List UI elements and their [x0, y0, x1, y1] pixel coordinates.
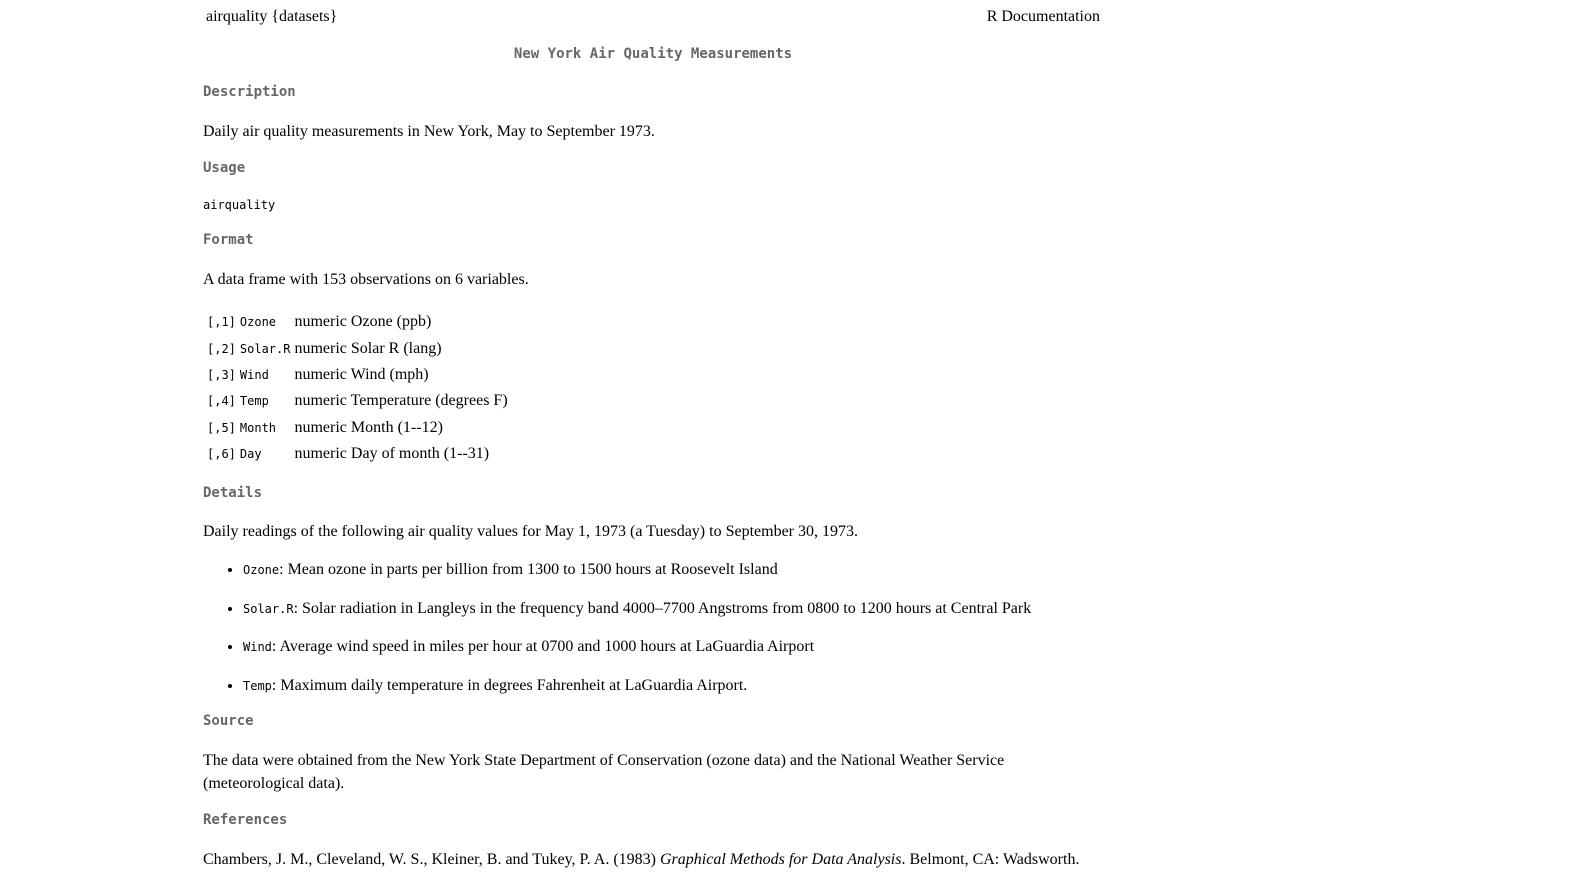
variable-name: Day: [239, 447, 262, 462]
list-item-text: : Mean ozone in parts per billion from 1300 to 1500 hours at Roosevelt Island: [279, 561, 778, 578]
source-text: The data were obtained from the New York State Department of Conservation (ozone data) and the National Weather Service (meteorological data).: [203, 752, 1005, 792]
list-item: [243, 558, 1031, 597]
format-text: A data frame with 153 observations on 6 variables.: [203, 271, 529, 288]
page-title: New York Air Quality Measurements: [513, 46, 793, 62]
variable-index: [,5]: [207, 420, 236, 435]
variable-description: numeric Day of month (1--31): [294, 445, 490, 463]
list-item: [243, 635, 1031, 674]
reference-publisher: . Belmont, CA: Wadsworth.: [901, 851, 1080, 868]
variable-name: Ozone: [239, 315, 277, 330]
variable-description: numeric Temperature (degrees F): [294, 392, 508, 410]
source-heading: Source: [203, 713, 254, 729]
variable-name: Wind: [239, 367, 269, 382]
variables-table: [205, 309, 510, 467]
description-text: Daily air quality measurements in New York, May to September 1973.: [203, 123, 655, 140]
table-row: [205, 388, 510, 414]
variable-index: [,2]: [207, 341, 236, 356]
references-text: [203, 848, 1103, 871]
list-item-text: : Maximum daily temperature in degrees Fahrenheit at LaGuardia Airport.: [271, 676, 748, 694]
details-heading: Details: [203, 485, 263, 501]
list-item: [243, 597, 1031, 636]
variable-index: [,1]: [207, 315, 236, 330]
variable-description: numeric Month (1--12): [294, 418, 443, 436]
table-row: [205, 335, 510, 361]
table-row: [205, 362, 510, 388]
variable-index: [,6]: [207, 447, 236, 462]
references-heading: References: [203, 812, 288, 828]
page-header: [206, 8, 1100, 30]
description-heading: Description: [203, 84, 296, 100]
variable-name: Month: [239, 420, 277, 435]
list-item: [243, 674, 1031, 713]
usage-code: airquality: [203, 198, 276, 212]
variable-code: Wind: [243, 640, 272, 654]
table-row: [205, 441, 510, 467]
details-text: Daily readings of the following air quality values for May 1, 1973 (a Tuesday) to September 30, 1973.: [203, 523, 858, 540]
usage-heading: Usage: [203, 160, 246, 176]
reference-authors: Chambers, J. M., Cleveland, W. S., Kleiner, B. and Tukey, P. A. (1983): [203, 851, 660, 868]
variable-description: numeric Ozone (ppb): [294, 313, 432, 331]
variable-index: [,4]: [207, 394, 236, 409]
format-heading: Format: [203, 232, 254, 248]
variable-description: numeric Solar R (lang): [294, 339, 442, 357]
table-row: [205, 415, 510, 441]
r-documentation-label: R Documentation: [986, 8, 1100, 25]
variable-name: Temp: [239, 394, 269, 409]
variable-code: Solar.R: [243, 601, 294, 616]
topic-package-label: airquality {datasets}: [206, 8, 338, 25]
variable-code: Temp: [243, 678, 272, 693]
details-list: [203, 558, 1031, 712]
list-item-text: : Solar radiation in Langleys in the frequency band 4000–7700 Angstroms from 0800 to 1200 hours at Central Park: [293, 599, 1032, 617]
variable-code: Ozone: [243, 563, 280, 577]
table-row: [205, 309, 510, 335]
variable-name: Solar.R: [239, 341, 291, 356]
list-item-text: : Average wind speed in miles per hour at 0700 and 1000 hours at LaGuardia Airport: [271, 638, 815, 655]
reference-book-title: Graphical Methods for Data Analysis: [659, 851, 902, 868]
variable-index: [,3]: [207, 367, 236, 382]
variable-description: numeric Wind (mph): [294, 365, 429, 383]
